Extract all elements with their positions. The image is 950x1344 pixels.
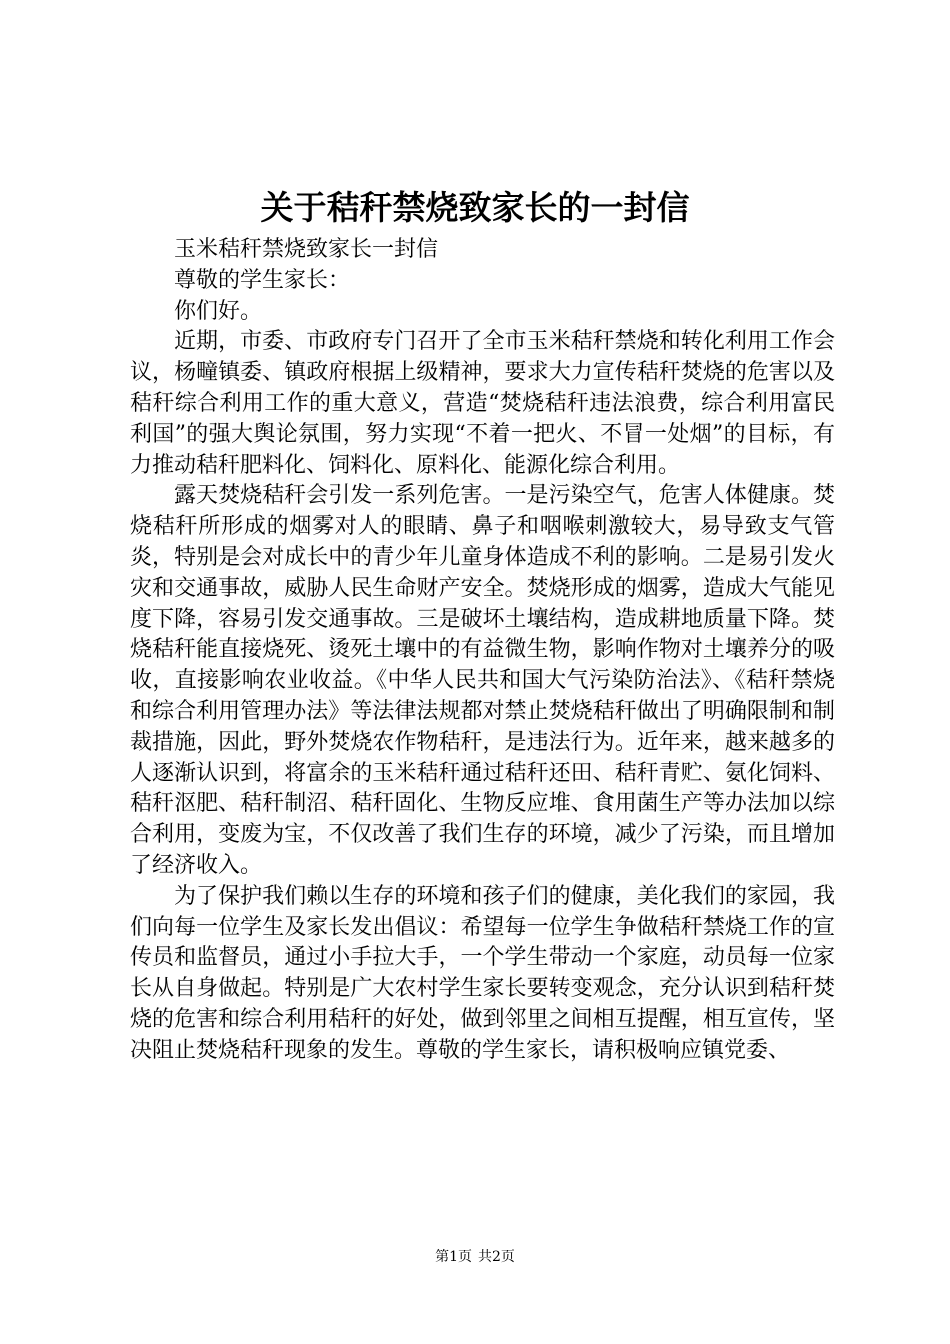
page-total: 共2页 [478,1249,515,1265]
body-paragraph: 为了保护我们赖以生存的环境和孩子们的健康，美化我们的家园，我们向每一位学生及家长发出倡议：希望每一位学生争做秸秆禁烧工作的宣传员和监督员，通过小手拉大手，一个学生带动一个家庭，动员每一位家长从自身做起。特别是广大农村学生家长要转变观念，充分认识到秸秆焚烧的危害和综合利用秸秆的好处，做到邻里之间相互提醒，相互宣传，坚决阻止焚烧秸秆现象的发生。尊敬的学生家长，请积极响应镇党委、 [130,883,835,1063]
greeting: 你们好。 [174,298,263,324]
page-number: 第1页 [435,1249,472,1265]
body-paragraph: 露天焚烧秸秆会引发一系列危害。一是污染空气，危害人体健康。焚烧秸秆所形成的烟雾对人的眼睛、鼻子和咽喉刺激较大，易导致支气管炎，特别是会对成长中的青少年儿童身体造成不利的影响。二是易引发火灾和交通事故，威胁人民生命财产安全。焚烧形成的烟雾，造成大气能见度下降，容易引发交通事故。三是破坏土壤结构，造成耕地质量下降。焚烧秸秆能直接烧死、烫死土壤中的有益微生物，影响作物对土壤养分的吸收，直接影响农业收益。《中华人民共和国大气污染防治法》、《秸秆禁烧和综合利用管理办法》等法律法规都对禁止焚烧秸秆做出了明确限制和制裁措施，因此，野外焚烧农作物秸秆，是违法行为。近年来，越来越多的人逐渐认识到，将富余的玉米秸秆通过秸秆还田、秸秆青贮、氨化饲料、秸秆沤肥、秸秆制沼、秸秆固化、生物反应堆、食用菌生产等办法加以综合利用，变废为宝，不仅改善了我们生存的环境，减少了污染，而且增加了经济收入。 [130,483,835,878]
body-paragraph: 近期，市委、市政府专门召开了全市玉米秸秆禁烧和转化利用工作会议，杨疃镇委、镇政府根据上级精神，要求大力宣传秸秆焚烧的危害以及秸秆综合利用工作的重大意义，营造“焚烧秸秆违法浪费，综合利用富民利国”的强大舆论氛围，努力实现“不着一把火、不冒一处烟”的目标，有力推动秸秆肥料化、饲料化、原料化、能源化综合利用。 [130,329,835,478]
salutation: 尊敬的学生家长： [174,267,351,293]
document-body [130,235,835,1067]
page-footer [0,1247,950,1267]
document-title: 关于秸秆禁烧致家长的一封信 [260,188,690,227]
subtitle-line: 玉米秸秆禁烧致家长一封信 [174,237,439,262]
